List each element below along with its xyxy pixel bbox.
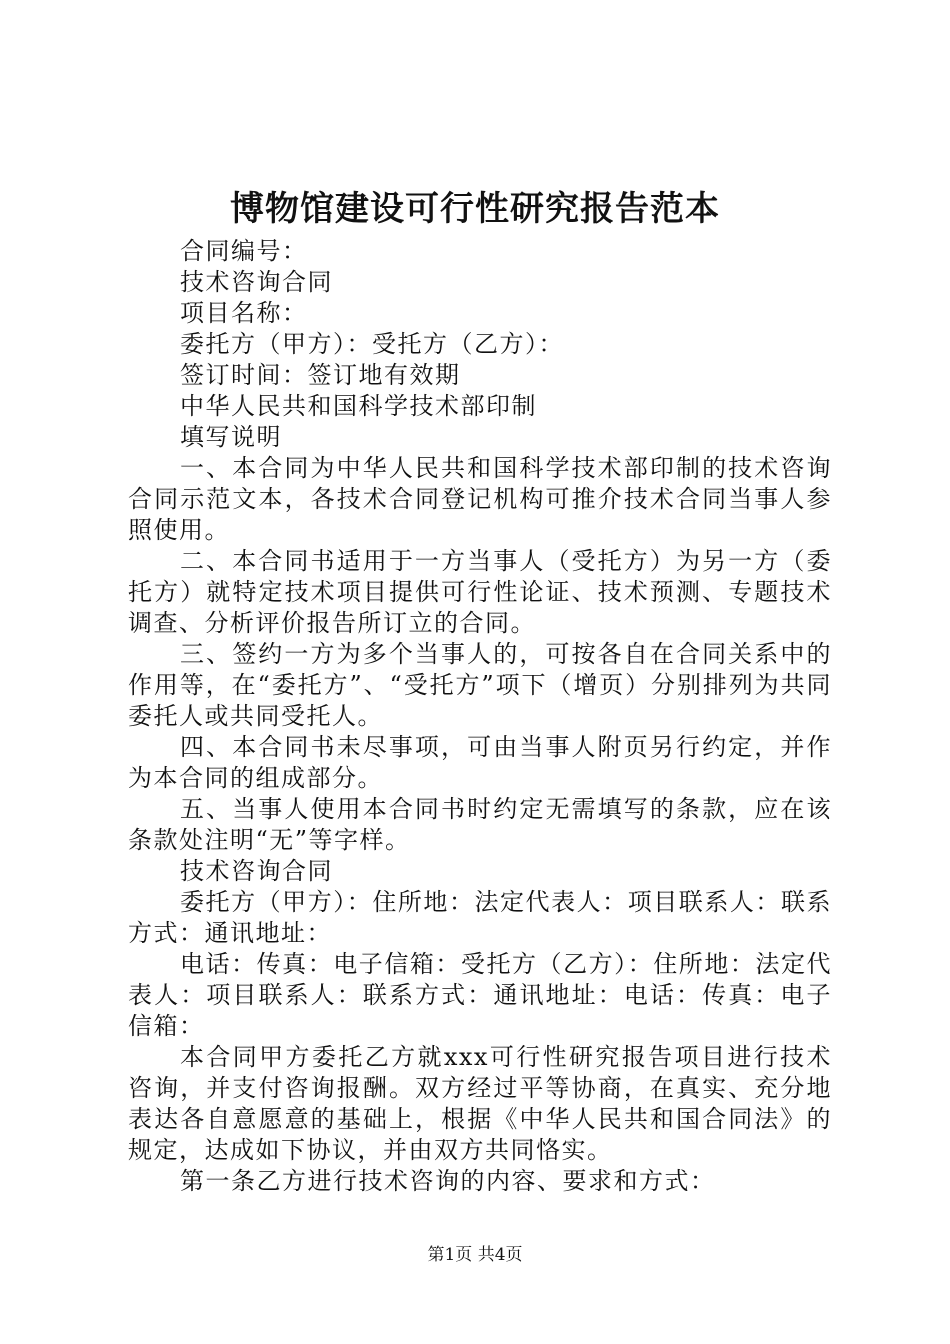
signing-line: 签订时间：签订地有效期 [180,361,461,389]
parties-line: 委托方（甲方）：受托方（乙方）： [180,330,564,358]
printer-line: 中华人民共和国科学技术部印制 [180,392,537,420]
contract-type-line: 技术咨询合同 [180,268,333,296]
agreement-paragraph: 本合同甲方委托乙方就xxx可行性研究报告项目进行技术咨询，并支付咨询报酬。双方经过平等协商，在真实、充分地表达各自意愿意的基础上，根据《中华人民共和国合同法》的规定，达成如下协议，并由双方共同恪实。 [128,1043,832,1164]
instruction-paragraph: 三、签约一方为多个当事人的，可按各自在合同关系中的作用等，在“委托方”、“受托方”项下（增页）分别排列为共同委托人或共同受托人。 [128,640,832,730]
page-number-footer: 第1页 共4页 [427,1245,523,1265]
document-body [128,236,832,1197]
project-name-line: 项目名称： [180,299,308,327]
section-heading: 技术咨询合同 [180,857,333,885]
instructions-heading: 填写说明 [180,423,282,451]
instruction-paragraph: 五、当事人使用本合同书时约定无需填写的条款，应在该条款处注明“无”等字样。 [128,795,832,854]
party-paragraph: 委托方（甲方）：住所地：法定代表人：项目联系人：联系方式：通讯地址： [128,888,832,947]
party-paragraph: 电话：传真：电子信箱：受托方（乙方）：住所地：法定代表人：项目联系人：联系方式：通讯地址：电话：传真：电子信箱： [128,950,832,1040]
document-title: 博物馆建设可行性研究报告范本 [230,189,720,229]
instruction-paragraph: 四、本合同书未尽事项，可由当事人附页另行约定，并作为本合同的组成部分。 [128,733,832,792]
instruction-paragraph: 一、本合同为中华人民共和国科学技术部印制的技术咨询合同示范文本，各技术合同登记机构可推介技术合同当事人参照使用。 [128,454,832,544]
instruction-paragraph: 二、本合同书适用于一方当事人（受托方）为另一方（委托方）就特定技术项目提供可行性论证、技术预测、专题技术调查、分析评价报告所订立的合同。 [128,547,832,637]
contract-number-line: 合同编号： [180,237,308,265]
article-one-heading: 第一条乙方进行技术咨询的内容、要求和方式： [180,1167,716,1195]
